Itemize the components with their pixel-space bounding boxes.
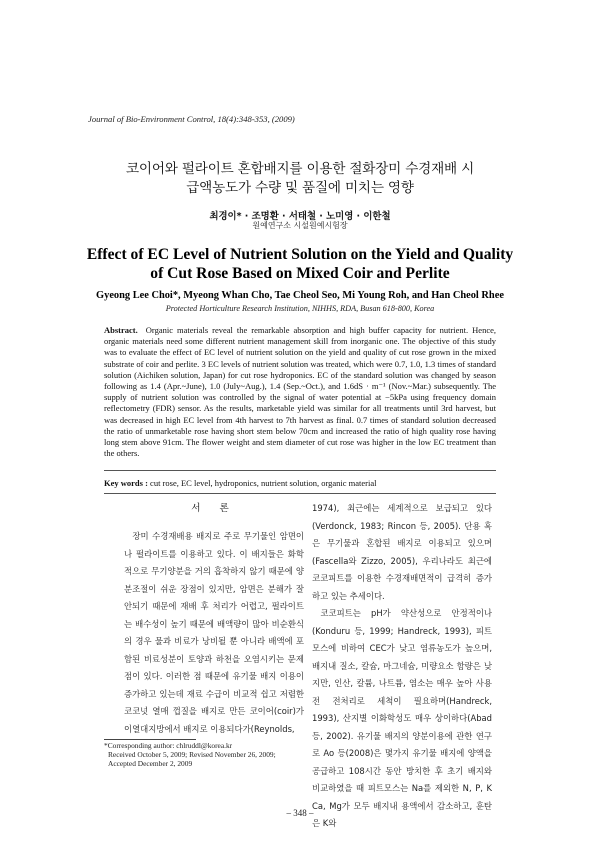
korean-title-line-2: 급액농도가 수량 및 품질에 미치는 영향 bbox=[186, 180, 414, 196]
intro-paragraph-1: 장미 수경재배용 배지로 주로 무기물인 암면이나 펄라이트를 이용하고 있다. 이 배지들은 화학적으로 무기양분을 거의 흡착하지 않기 때문에 양분조절이 쉬운 장점이 있지만, 암면은 분해가 잘 안되기 때문에 재배 후 처리가 어렵고, 펄라이트는 배수성이 높기 때문에 배액량이 많아 비순환식의 경우 물과 비료가 낭비될 뿐 아니라 배액에 포함된 비료성분이 토양과 하천을 오염시키는 문제점이 있다. 이러한 점 때문에 유기물 배지 이용이 증가하고 있는데 재료 수급이 비교적 쉽고 저렴한 코코넛 열매 껍질을 배지로 만든 코이어(coir)가 이열대지방에서 배지로 이용되다가(Reynolds, bbox=[124, 531, 304, 734]
left-column bbox=[124, 500, 304, 738]
section-heading-intro: 서 론 bbox=[191, 503, 237, 514]
footnote bbox=[104, 742, 304, 768]
korean-title-line-1: 코이어와 펄라이트 혼합배지를 이용한 절화장미 수경재배 시 bbox=[125, 161, 474, 177]
received-dates: Received October 5, 2009; Revised November 26, 2009; bbox=[108, 749, 276, 759]
keywords bbox=[104, 478, 496, 488]
corresponding-author: *Corresponding author: chlruddl@korea.kr bbox=[104, 741, 233, 750]
korean-authors: 최경이* · 조명환 · 서태철 · 노미영 · 이한철 bbox=[209, 211, 391, 222]
english-title-line-2: of Cut Rose Based on Mixed Coir and Perlite bbox=[150, 265, 450, 282]
english-authors: Gyeong Lee Choi*, Myeong Whan Cho, Tae Cheol Seo, Mi Young Roh, and Han Cheol Rhee bbox=[96, 290, 504, 301]
accepted-date: Accepted December 2, 2009 bbox=[108, 758, 193, 768]
keywords-text: cut rose, EC level, hydroponics, nutrient solution, organic material bbox=[150, 478, 377, 488]
english-title-line-1: Effect of EC Level of Nutrient Solution on the Yield and Quality bbox=[86, 246, 514, 263]
intro-paragraph-2: 코코피트는 pH가 약산성으로 안정적이나(Konduru 등, 1999; Handreck, 1993), 피트모스에 비하여 CEC가 낮고 염류농도가 높으며, 배지내 질소, 칼슘, 마그네슘, 미량요소 함량은 낮지만, 인산, 칼륨, 나트륨, 염소는 매우 높아 사용전 전처리로 세척이 필요하며(Handreck, 1993), 산지별 이화학성도 매우 상이하다(Abad 등, 2002). 유기물 배지의 양분이용에 관한 연구로 Ao 등(2008)은 몇가지 유기물 배지에 양액을 공급하고 108시간 동안 방치한 후 초기 배지와 비교하였을 때 피트모스는 Na를 제외한 N, P, K Ca, Mg가 모두 배지내 용액에서 감소하고, 훈탄은 K와 bbox=[312, 608, 492, 828]
footnote-divider bbox=[104, 739, 196, 740]
keywords-divider bbox=[104, 493, 496, 494]
abstract bbox=[104, 325, 496, 459]
korean-title bbox=[70, 160, 530, 198]
english-affiliation: Protected Horticulture Research Institution, NIHHS, RDA, Busan 618-800, Korea bbox=[165, 304, 435, 313]
intro-paragraph-1-cont: 1974), 최근에는 세계적으로 보급되고 있다(Verdonck, 1983; Rincon 등, 2005). 단용 혹은 무기물과 혼합된 배지로 이용되고 있으며(Fascella와 Zizzo, 2005), 우리나라도 최근에 코코피트를 이용한 수경재배면적이 급격히 증가하고 있는 추세이다. bbox=[312, 503, 492, 601]
abstract-divider bbox=[104, 470, 496, 471]
keywords-label: Key words : bbox=[104, 478, 148, 488]
korean-affiliation: 원예연구소 시설원예시험장 bbox=[252, 221, 348, 230]
abstract-label: Abstract. bbox=[104, 325, 138, 335]
page-number: – 348 – bbox=[286, 808, 314, 818]
english-title bbox=[60, 245, 540, 283]
right-column bbox=[312, 500, 492, 833]
abstract-text: Organic materials reveal the remarkable absorption and high buffer capacity for nutrient. Hence, organic materials need some different nutrient management skill from inorganic one. The objective of this study was to evaluate the effect of EC level of nutrient solution on the yield and quality of cut rose grown in the mixed substrate of coir and perlite. 3 EC levels of nutrient solution was treated, which were 0.7, 1.0, 1.3 times of standard solution (Aichiken solution, Japan) for cut rose hydroponics. EC of the standard solution was changed by season following as 1.4 (Apr.~June), 1.0 (July~Aug.), 1.4 (Sep.~Oct.), and 1.6dS · m⁻¹ (Nov.~Mar.) subsequently. The supply of nutrient solution was controlled by the signal of water potential at −5kPa using frequency domain reflectometry (FDR) sensor. As the results, marketable yield was similar for all treatments until 3rd harvest, but was decreased in high EC level from 4th harvest to 7th harvest as final. 0.7 times of standard solution decreased the ratio of unmarketable rose having short stem below 70cm and increased the ratio of high quality rose having long stem above 91cm. The flower weight and stem diameter of cut rose was higher in the low EC treatment than the others. bbox=[104, 325, 496, 459]
journal-citation: Journal of Bio-Environment Control, 18(4):348-353, (2009) bbox=[88, 114, 295, 124]
